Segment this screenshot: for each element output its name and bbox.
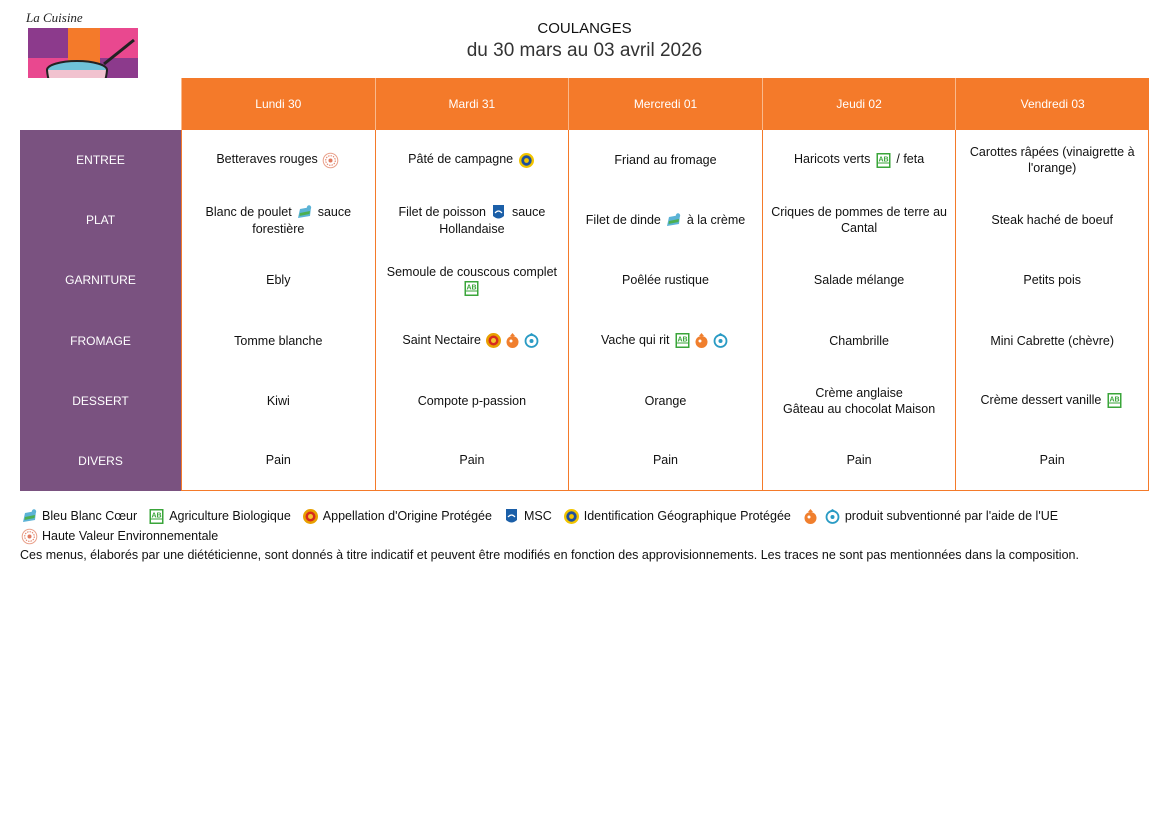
dish: Steak haché de boeuf [991, 213, 1113, 228]
dish: Friand au fromage [614, 153, 717, 168]
dish: Carottes râpées (vinaigrette à l'orange) [969, 145, 1135, 176]
category-fromage: FROMAGE [20, 311, 181, 371]
dish: Crème anglaise [815, 385, 903, 400]
legend-label: Identification Géographique Protégée [583, 509, 791, 523]
dish: Saint Nectaire [402, 332, 481, 347]
menu-cell [955, 250, 1149, 310]
menu-cell [955, 190, 1149, 250]
menu-header [0, 20, 1169, 63]
dish: Vache qui rit [600, 332, 670, 347]
category-divers: DIVERS [20, 431, 181, 491]
menu-cell [568, 250, 762, 310]
dish: Haricots verts [794, 152, 871, 167]
menu-cell [181, 250, 375, 310]
legend-label: Bleu Blanc Cœur [42, 509, 138, 523]
dish: Salade mélange [813, 273, 905, 288]
legend-item-igp [562, 506, 791, 526]
legend-item-hve [20, 526, 218, 546]
dish-suffix: sauce forestière [252, 204, 352, 236]
dish: Chambrille [829, 333, 889, 348]
category-dessert: DESSERT [20, 371, 181, 431]
category-entree: ENTREE [20, 130, 181, 190]
day-header: Lundi 30 [181, 78, 375, 130]
day-header: Vendredi 03 [955, 78, 1149, 130]
aop-icon [302, 508, 319, 525]
ab-icon [148, 508, 165, 525]
dish: Pain [846, 453, 872, 468]
menu-cell [375, 190, 569, 250]
menu-cell [375, 130, 569, 190]
legend-item-aop [301, 506, 492, 526]
day-header: Mercredi 01 [568, 78, 762, 130]
menu-cell [762, 431, 956, 491]
menu-cell [762, 190, 956, 250]
day-header: Mardi 31 [375, 78, 569, 130]
legend-label: MSC [523, 509, 552, 523]
menu-cell [375, 371, 569, 431]
hve-icon [21, 528, 38, 545]
ue-orange-icon [693, 332, 710, 349]
legend-row [20, 506, 1150, 526]
aop-icon [485, 332, 502, 349]
dish: Pâté de campagne [408, 152, 514, 167]
menu-cell [568, 431, 762, 491]
dish: Filet de poisson [398, 204, 486, 219]
menu-table [20, 78, 1149, 491]
legend-label: Haute Valeur Environnementale [42, 529, 219, 543]
msc-icon [503, 508, 520, 525]
dish: Pain [459, 453, 485, 468]
dish: Semoule de couscous complet [386, 264, 557, 279]
dish: Pain [652, 453, 678, 468]
legend-item-ue [801, 506, 1058, 526]
date-range: du 30 mars au 03 avril 2026 [466, 40, 703, 61]
category-garniture: GARNITURE [20, 250, 181, 310]
menu-cell [762, 130, 956, 190]
dish: Filet de dinde [585, 212, 661, 227]
dish: Crème dessert vanille [980, 393, 1102, 408]
ue-blue-icon [712, 332, 729, 349]
menu-cell [181, 311, 375, 371]
igp-icon [563, 508, 580, 525]
bbc-icon [21, 508, 38, 525]
menu-cell [181, 190, 375, 250]
menu-cell [568, 371, 762, 431]
menu-cell [181, 431, 375, 491]
dish: Mini Cabrette (chèvre) [990, 333, 1115, 348]
legend-item-ab [147, 506, 291, 526]
dish: Ebly [266, 273, 291, 288]
dish: Betteraves rouges [216, 152, 318, 167]
ab-icon [875, 152, 892, 169]
msc-icon [490, 204, 507, 221]
day-header: Jeudi 02 [762, 78, 956, 130]
hve-icon [322, 152, 339, 169]
ue-blue-icon [824, 508, 841, 525]
legend-item-msc [502, 506, 552, 526]
legend-label: produit subventionné par l'aide de l'UE [844, 509, 1059, 523]
dish: Gâteau au chocolat Maison [783, 401, 936, 416]
legend-row [20, 526, 1150, 546]
legend-item-bbc [20, 506, 137, 526]
dish: Criques de pommes de terre au Cantal [771, 205, 947, 236]
ab-icon [463, 280, 480, 297]
logo-text-top: La Cuisine [26, 10, 83, 25]
dish: Petits pois [1023, 273, 1082, 288]
category-plat: PLAT [20, 190, 181, 250]
legend-label: Appellation d'Origine Protégée [322, 509, 492, 523]
legend-label: Agriculture Biologique [169, 509, 291, 523]
menu-cell [762, 250, 956, 310]
dish: Compote p-passion [417, 393, 527, 408]
menu-cell [955, 371, 1149, 431]
menu-cell [955, 311, 1149, 371]
ue-orange-icon [504, 332, 521, 349]
ab-icon [1106, 392, 1123, 409]
menu-cell [375, 311, 569, 371]
menu-cell [568, 311, 762, 371]
legend [20, 506, 1150, 564]
menu-cell [375, 431, 569, 491]
dish: Tomme blanche [234, 333, 323, 348]
igp-icon [518, 152, 535, 169]
dish: Pain [265, 453, 291, 468]
menu-cell [568, 130, 762, 190]
dish-suffix: sauce Hollandaise [439, 204, 546, 236]
dish: Kiwi [266, 393, 290, 408]
dish-suffix: à la crème [686, 212, 746, 227]
dish: Poêlée rustique [622, 273, 709, 288]
ue-blue-icon [523, 332, 540, 349]
dish: Pain [1039, 453, 1065, 468]
menu-cell [955, 431, 1149, 491]
menu-cell [762, 371, 956, 431]
menu-cell [181, 130, 375, 190]
dish: Orange [644, 393, 687, 408]
dish-suffix: / feta [896, 152, 925, 167]
menu-cell [762, 311, 956, 371]
menu-cell [955, 130, 1149, 190]
bbc-icon [665, 212, 682, 229]
ue-orange-icon [802, 508, 819, 525]
ab-icon [674, 332, 691, 349]
disclaimer: Ces menus, élaborés par une diététicienne, sont donnés à titre indicatif et peuvent être modifiés en fonction des approvisionnements. Les traces ne sont pas mentionnées dans la composition. [20, 548, 1079, 562]
menu-cell [568, 190, 762, 250]
menu-cell [181, 371, 375, 431]
page-title: COULANGES [537, 20, 632, 37]
bbc-icon [296, 204, 313, 221]
dish: Blanc de poulet [205, 204, 292, 219]
table-corner [20, 78, 181, 130]
menu-cell [375, 250, 569, 310]
